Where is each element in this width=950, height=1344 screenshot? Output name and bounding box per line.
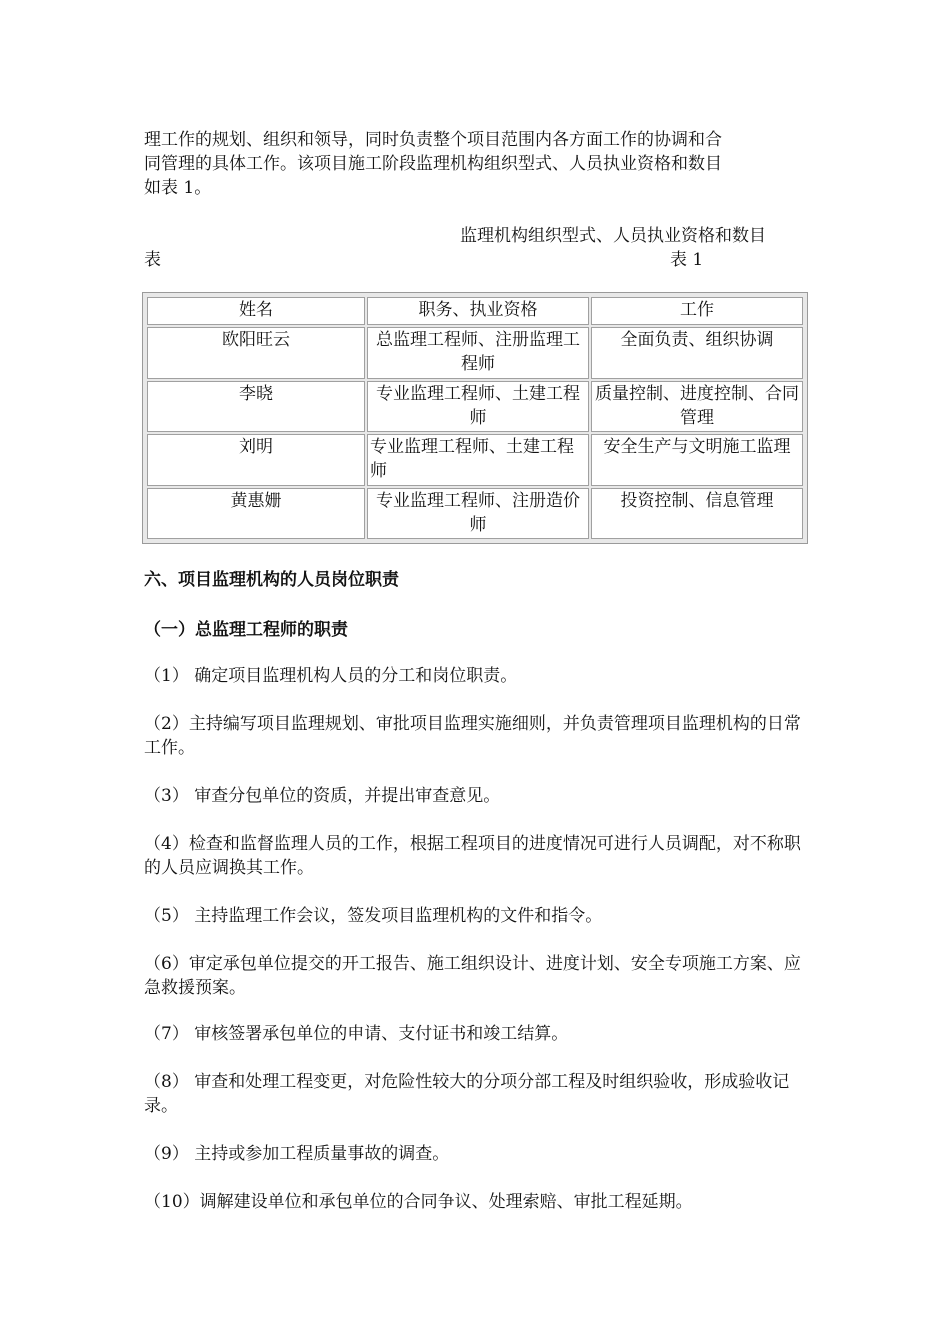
intro-line-2: 同管理的具体工作。该项目施工阶段监理机构组织型式、人员执业资格和数目 — [144, 154, 722, 174]
duty-item-7: （7） 审核签署承包单位的申请、支付证书和竣工结算。 — [144, 1024, 569, 1044]
duty-item-1: （1） 确定项目监理机构人员的分工和岗位职责。 — [144, 666, 518, 686]
staff-table — [142, 292, 808, 544]
table-row — [147, 381, 803, 433]
table-row — [147, 488, 803, 540]
cell-name: 黄惠姗 — [147, 488, 365, 540]
duty-item-4: （4）检查和监督监理人员的工作，根据工程项目的进度情况可进行人员调配，对不称职的人员应调换其工作。 — [144, 834, 801, 878]
cell-role: 专业监理工程师、土建工程师 — [367, 434, 589, 486]
intro-line-1: 理工作的规划、组织和领导，同时负责整个项目范围内各方面工作的协调和合 — [144, 130, 722, 150]
duty-item-6: （6）审定承包单位提交的开工报告、施工组织设计、进度计划、安全专项施工方案、应急救援预案。 — [144, 954, 801, 998]
cell-work: 质量控制、进度控制、合同管理 — [591, 381, 803, 433]
cell-role: 专业监理工程师、土建工程师 — [367, 381, 589, 433]
cell-name: 欧阳旺云 — [147, 327, 365, 379]
duty-item-9: （9） 主持或参加工程质量事故的调查。 — [144, 1144, 450, 1164]
duty-item-2: （2）主持编写项目监理规划、审批项目监理实施细则，并负责管理项目监理机构的日常工作。 — [144, 714, 801, 758]
cell-name: 李晓 — [147, 381, 365, 433]
cell-name: 刘明 — [147, 434, 365, 486]
section-heading: 六、项目监理机构的人员岗位职责 — [144, 570, 399, 590]
intro-line-3: 如表 1。 — [144, 178, 212, 198]
header-role: 职务、执业资格 — [367, 297, 589, 325]
cell-work: 安全生产与文明施工监理 — [591, 434, 803, 486]
header-name: 姓名 — [147, 297, 365, 325]
duty-item-8: （8） 审查和处理工程变更，对危险性较大的分项分部工程及时组织验收，形成验收记录。 — [144, 1072, 790, 1116]
section-subheading: （一）总监理工程师的职责 — [144, 620, 348, 640]
header-work: 工作 — [591, 297, 803, 325]
table-row — [147, 327, 803, 379]
cell-work: 投资控制、信息管理 — [591, 488, 803, 540]
table-row — [147, 434, 803, 486]
duty-item-10: （10）调解建设单位和承包单位的合同争议、处理索赔、审批工程延期。 — [144, 1192, 693, 1212]
cell-role: 专业监理工程师、注册造价师 — [367, 488, 589, 540]
table-caption-number: 表 1 — [670, 250, 704, 270]
table-caption-suffix: 表 — [144, 250, 161, 270]
duty-item-3: （3） 审查分包单位的资质，并提出审查意见。 — [144, 786, 501, 806]
table-header-row — [147, 297, 803, 325]
cell-work: 全面负责、组织协调 — [591, 327, 803, 379]
cell-role: 总监理工程师、注册监理工程师 — [367, 327, 589, 379]
table-caption-title: 监理机构组织型式、人员执业资格和数目 — [460, 226, 766, 246]
duty-item-5: （5） 主持监理工作会议，签发项目监理机构的文件和指令。 — [144, 906, 603, 926]
